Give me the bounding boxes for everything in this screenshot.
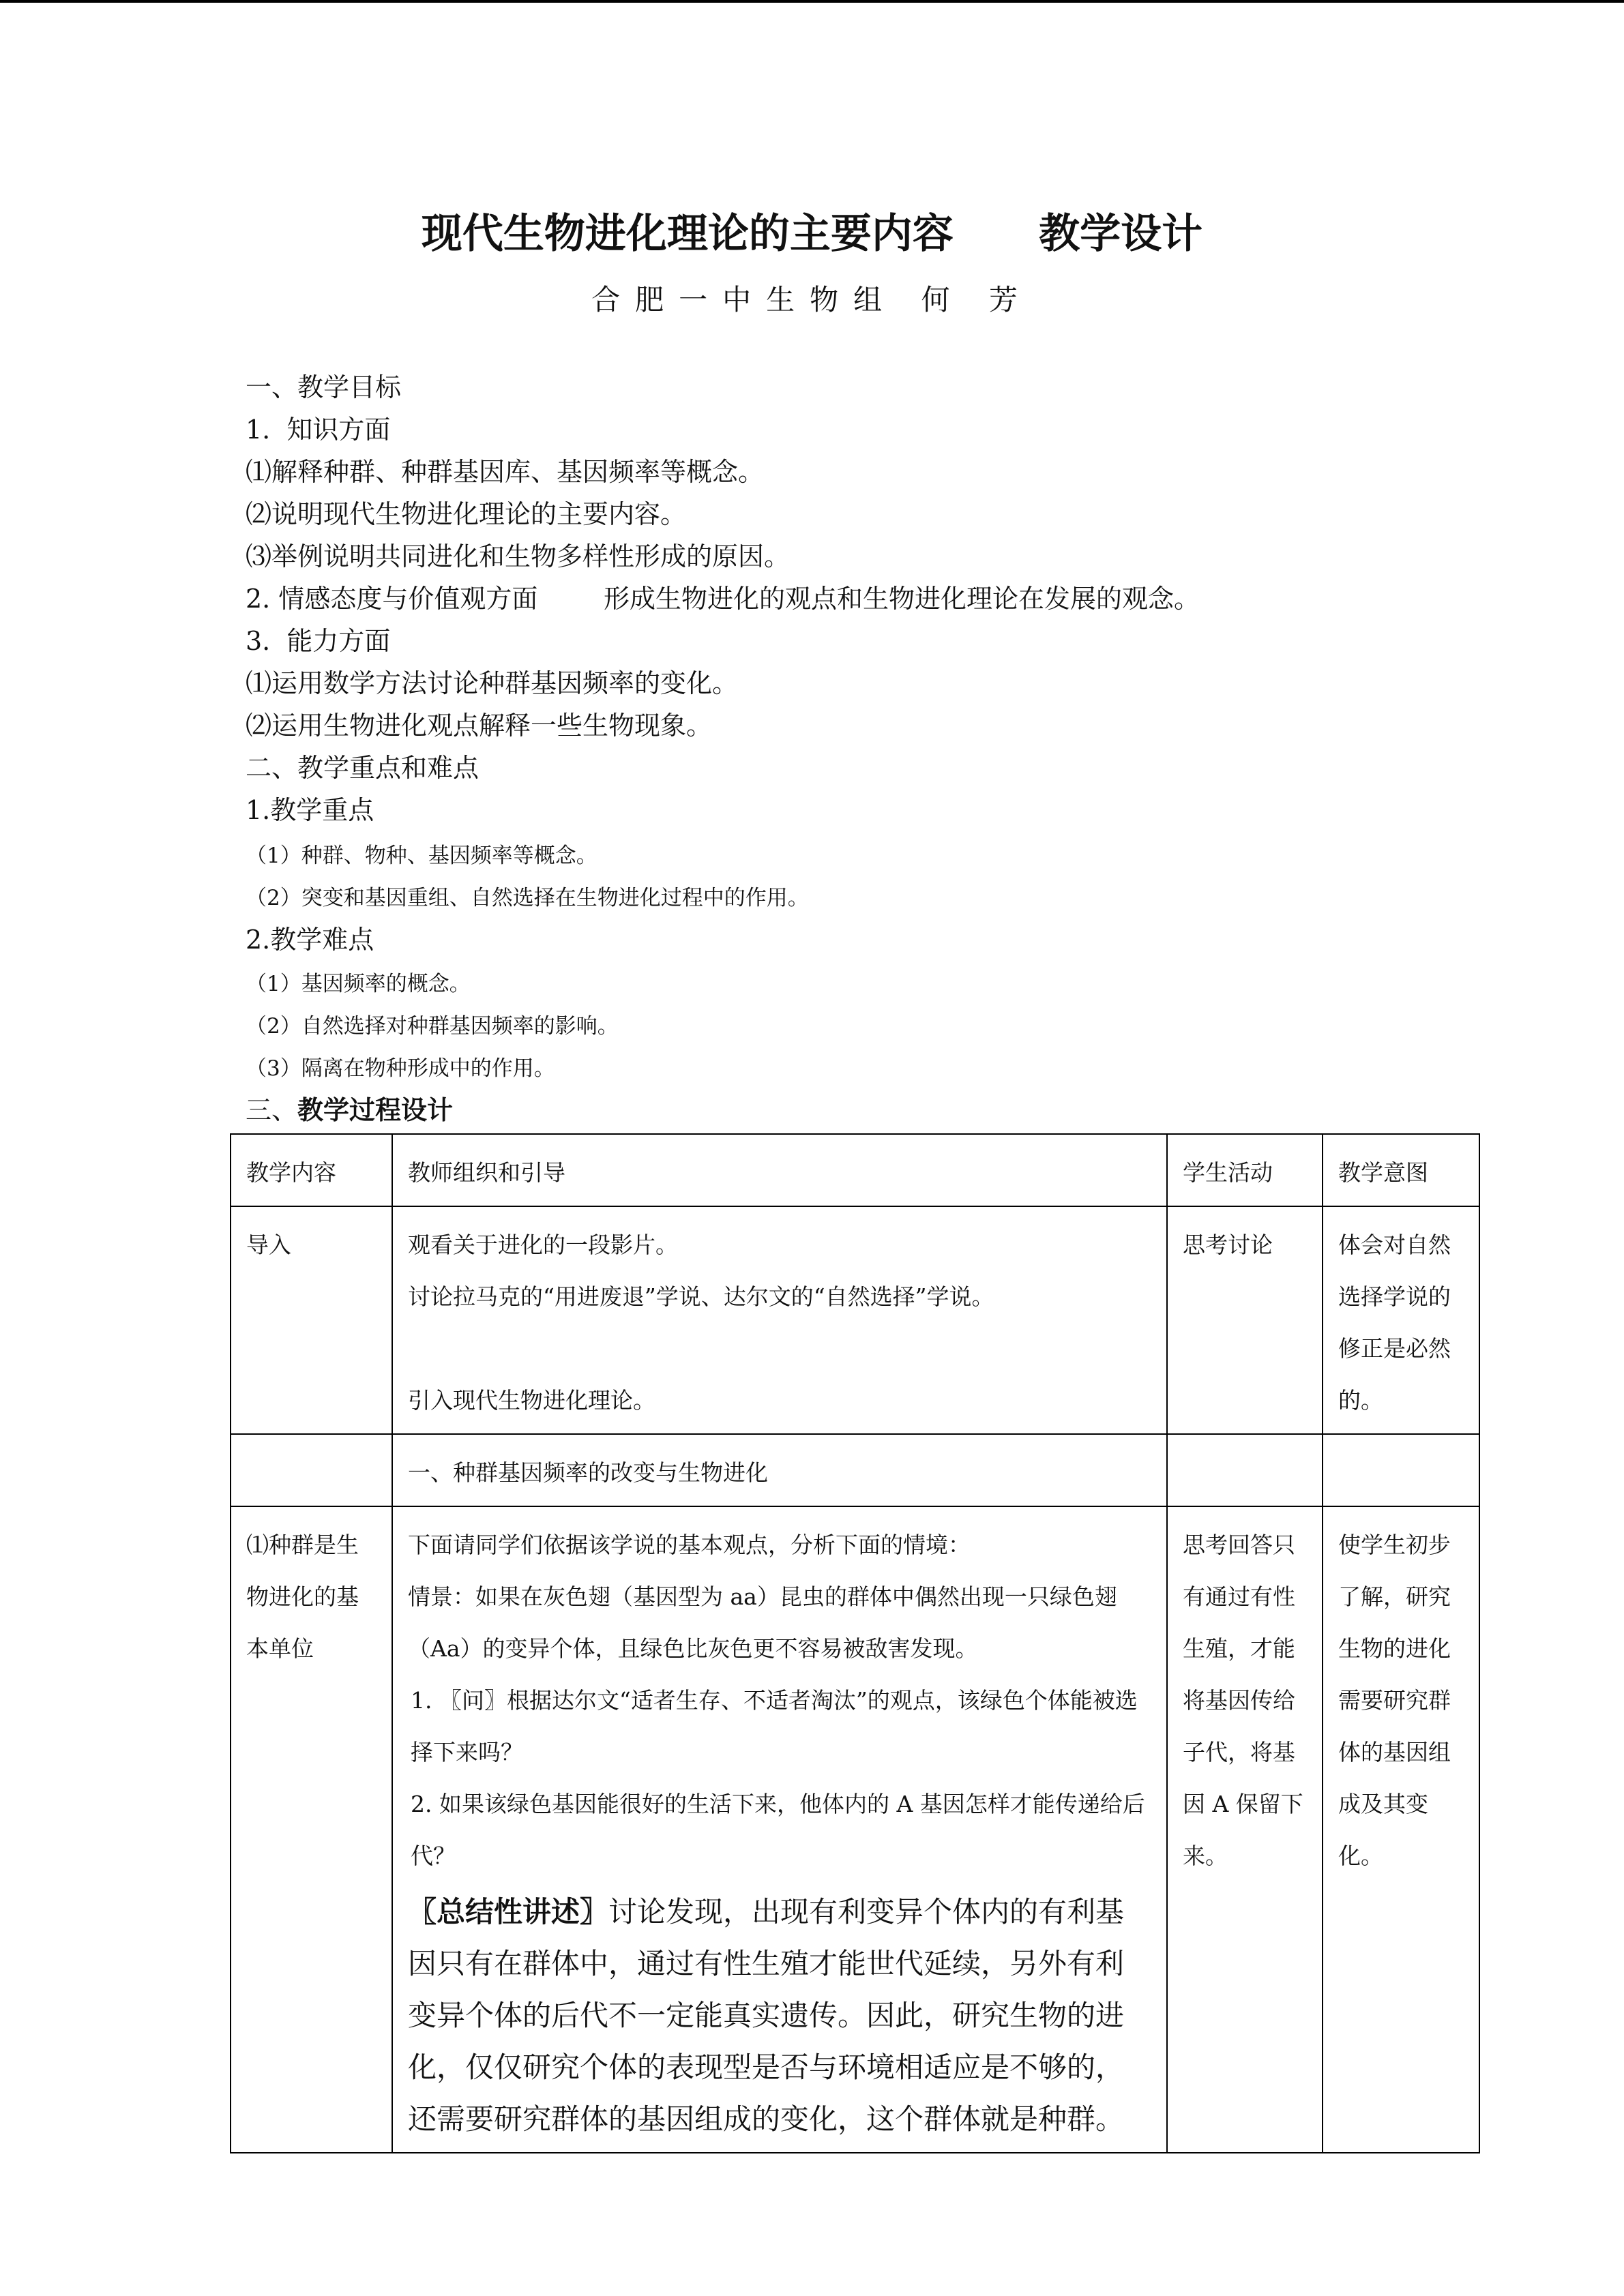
- column-header: 教师组织和引导: [392, 1134, 1167, 1206]
- intent-cell: [1323, 1434, 1479, 1506]
- ability-heading: 3. 能力方面: [246, 626, 391, 656]
- section-objectives-heading: 一、教学目标: [246, 372, 402, 402]
- column-header: 学生活动: [1167, 1134, 1323, 1206]
- author-line: 合肥一中生物组 何 芳: [591, 283, 1033, 316]
- content-cell: 导入: [231, 1206, 392, 1434]
- top-border-line: [0, 0, 1624, 3]
- column-header: 教学意图: [1323, 1134, 1479, 1206]
- intent-cell: 体会对自然选择学说的修正是必然的。: [1323, 1206, 1479, 1434]
- student-cell: 思考讨论: [1167, 1206, 1323, 1434]
- difficulty-heading: 2.教学难点: [246, 925, 374, 955]
- knowledge-item: ⑶举例说明共同进化和生物多样性形成的原因。: [246, 541, 791, 571]
- knowledge-heading: 1. 知识方面: [246, 415, 391, 445]
- difficulty-item: （3）隔离在物种形成中的作用。: [246, 1056, 555, 1081]
- teacher-cell: [392, 1434, 1167, 1506]
- difficulty-item: （2）自然选择对种群基因频率的影响。: [246, 1014, 619, 1039]
- summary-paragraph: [408, 1886, 1151, 2145]
- column-header: 教学内容: [231, 1134, 392, 1206]
- table-row: [231, 1206, 1479, 1434]
- ability-item: ⑴运用数学方法讨论种群基因频率的变化。: [246, 668, 739, 698]
- summary-text: 讨论发现，出现有利变异个体内的有利基因只有在群体中，通过有性生殖才能世代延续，另外有利变异个体的后代不一定能真实遗传。因此，研究生物的进化，仅仅研究个体的表现型是否与环境相适应是不够的，还需要研究群体的基因组成的变化，这个群体就是种群。: [408, 1895, 1125, 2136]
- teacher-cell: [392, 1506, 1167, 2153]
- student-cell: [1167, 1434, 1323, 1506]
- table-row: [231, 1434, 1479, 1506]
- teacher-paragraph: 情景：如果在灰色翅（基因型为 aa）昆虫的群体中偶然出现一只绿色翅（Aa）的变异个体，且绿色比灰色更不容易被敌害发现。: [408, 1583, 1117, 1662]
- ability-item: ⑵运用生物进化观点解释一些生物现象。: [246, 711, 713, 741]
- table-row: [231, 1506, 1479, 2153]
- question-item: 2. 如果该绿色基因能很好的生活下来，他体内的 A 基因怎样才能传递给后代？: [411, 1791, 1145, 1869]
- teacher-paragraph: 引入现代生物进化理论。: [408, 1387, 655, 1414]
- focus-item: （2）突变和基因重组、自然选择在生物进化过程中的作用。: [246, 886, 809, 910]
- process-heading-bold: 教学过程设计: [297, 1094, 454, 1125]
- teacher-cell: [392, 1206, 1167, 1434]
- table-header-row: [231, 1134, 1479, 1206]
- blank-line: [408, 1323, 1151, 1375]
- teacher-paragraph: 讨论拉马克的“用进废退”学说、达尔文的“自然选择”学说。: [408, 1283, 994, 1310]
- process-heading-prefix: 三、: [246, 1095, 298, 1125]
- page-title: 现代生物进化理论的主要内容 教学设计: [421, 210, 1203, 258]
- summary-label: 〖总结性讲述〗: [408, 1895, 609, 1928]
- student-cell: 思考回答只有通过有性生殖，才能将基因传给子代，将基因 A 保留下来。: [1167, 1506, 1323, 2153]
- emotion-line: 2. 情感态度与价值观方面 形成生物进化的观点和生物进化理论在发展的观念。: [246, 584, 1200, 614]
- section-process-heading: [246, 1091, 453, 1129]
- section-keypoints-heading: 二、教学重点和难点: [246, 753, 479, 783]
- content-cell: ⑴种群是生物进化的基本单位: [231, 1506, 392, 2153]
- section-subheading: 一、种群基因频率的改变与生物进化: [408, 1459, 768, 1486]
- question-item: 1. 〖问〗根据达尔文“适者生存、不适者淘汰”的观点，该绿色个体能被选择下来吗？: [411, 1687, 1138, 1765]
- focus-heading: 1.教学重点: [246, 795, 374, 825]
- content-cell: [231, 1434, 392, 1506]
- teacher-paragraph: 下面请同学们依据该学说的基本观点，分析下面的情境：: [408, 1532, 971, 1558]
- knowledge-item: ⑴解释种群、种群基因库、基因频率等概念。: [246, 457, 765, 487]
- intent-cell: 使学生初步了解，研究生物的进化需要研究群体的基因组成及其变化。: [1323, 1506, 1479, 2153]
- difficulty-item: （1）基因频率的概念。: [246, 972, 471, 996]
- teacher-paragraph: 观看关于进化的一段影片。: [408, 1232, 678, 1258]
- process-table: [230, 1133, 1480, 2153]
- focus-item: （1）种群、物种、基因频率等概念。: [246, 844, 597, 868]
- knowledge-item: ⑵说明现代生物进化理论的主要内容。: [246, 499, 687, 529]
